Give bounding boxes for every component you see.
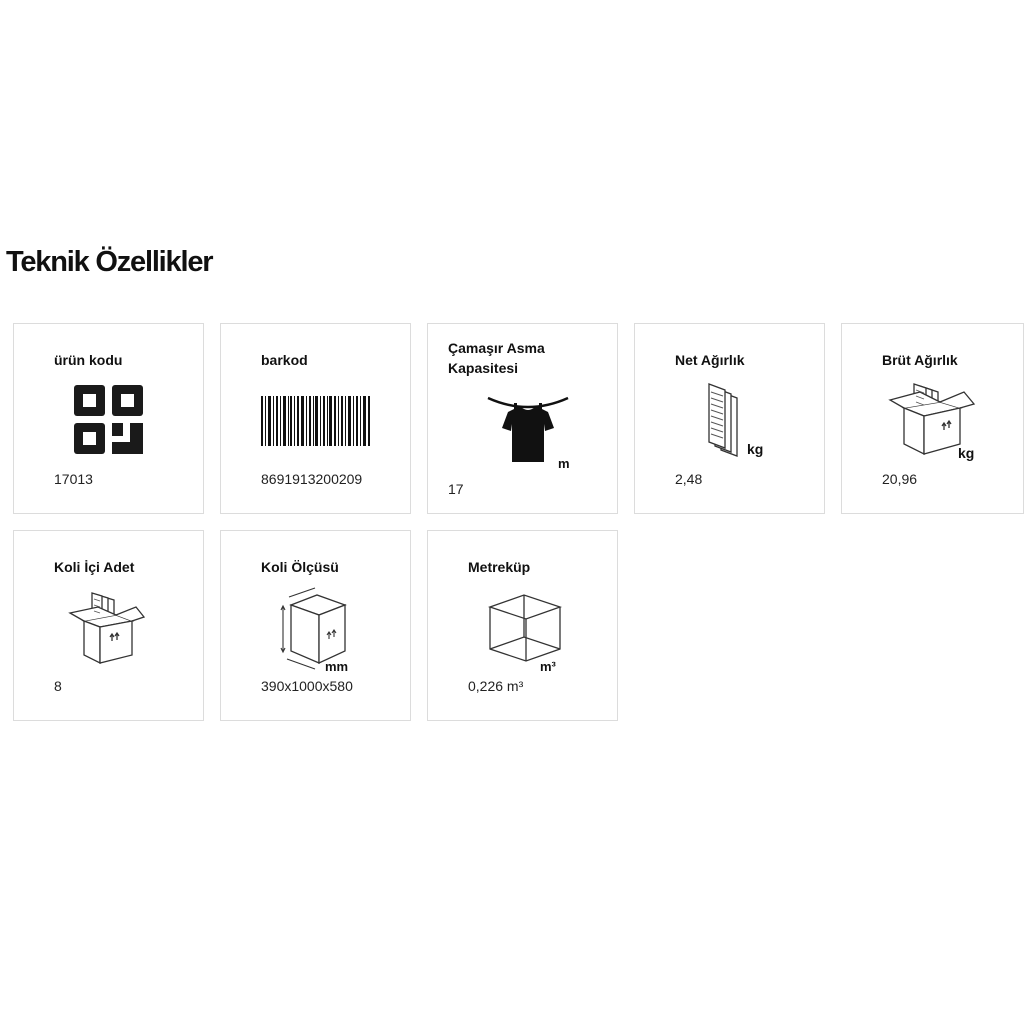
spec-value: 2,48 <box>675 471 703 487</box>
spec-card-product-code <box>13 323 204 514</box>
spec-value: 17013 <box>54 471 93 487</box>
spec-label: Koli İçi Adet <box>54 559 135 575</box>
box-dimensions-icon <box>261 585 361 675</box>
spec-label: barkod <box>261 352 308 368</box>
unit-label: kg <box>747 441 764 457</box>
barcode-icon <box>261 378 391 468</box>
spec-value: 20,96 <box>882 471 918 487</box>
spec-card-units-per-box <box>13 530 204 721</box>
section-title: Teknik Özellikler <box>6 246 213 278</box>
open-box-weight-icon <box>882 378 982 468</box>
spec-card-box-dimensions <box>220 530 411 721</box>
qr-code-icon <box>54 378 154 468</box>
spec-card-barcode <box>220 323 411 514</box>
spec-card-net-weight <box>634 323 825 514</box>
unit-label: m <box>558 456 570 471</box>
spec-label: Net Ağırlık <box>675 352 745 368</box>
spec-card-drying-capacity <box>427 323 618 514</box>
spec-value: 8 <box>54 678 62 694</box>
spec-label: Koli Ölçüsü <box>261 559 339 575</box>
spec-value: 0,226 m³ <box>468 678 524 694</box>
unit-label: mm <box>325 659 349 674</box>
spec-card-cubic-meter <box>427 530 618 721</box>
drying-rack-weight-icon <box>675 378 775 468</box>
spec-label: ürün kodu <box>54 352 123 368</box>
spec-value: 17 <box>448 481 464 497</box>
spec-label: Brüt Ağırlık <box>882 352 958 368</box>
spec-card-gross-weight <box>841 323 1024 514</box>
open-box-icon <box>54 585 154 675</box>
spec-label: Metreküp <box>468 559 531 575</box>
unit-label: kg <box>958 445 975 461</box>
spec-value: 8691913200209 <box>261 471 363 487</box>
unit-label: m³ <box>540 659 556 674</box>
cube-volume-icon <box>468 585 568 675</box>
spec-value: 390x1000x580 <box>261 678 353 694</box>
spec-label: Çamaşır Asma Kapasitesi <box>448 340 545 376</box>
clothesline-tshirt-icon <box>478 386 578 476</box>
